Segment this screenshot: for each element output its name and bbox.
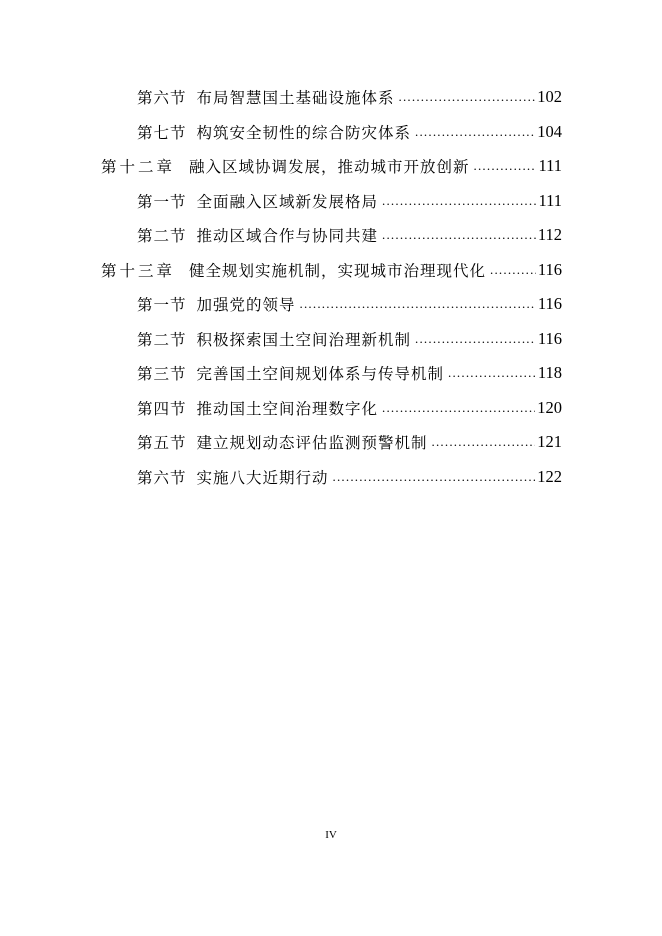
toc-entry-title: 建立规划动态评估监测预警机制	[196, 434, 428, 452]
toc-entry-page: 111	[538, 190, 562, 210]
toc-entry-title: 积极探索国土空间治理新机制	[196, 330, 412, 349]
toc-entry[interactable]	[137, 287, 562, 321]
toc-entry-page: 112	[537, 225, 562, 244]
toc-entry-number: 第三节	[137, 365, 187, 383]
toc-entry[interactable]	[137, 391, 562, 425]
toc-entry-number: 第十三章	[101, 261, 176, 280]
toc-entry[interactable]	[137, 80, 562, 114]
toc-entry-title: 推动国土空间治理数字化	[196, 399, 379, 418]
toc-entry-title: 加强党的领导	[196, 296, 296, 314]
toc-entry-number: 第七节	[137, 123, 187, 142]
toc-entry-title: 实施八大近期行动	[196, 468, 329, 487]
toc-entry-title: 构筑安全韧性的综合防灾体系	[196, 123, 412, 142]
toc-entry[interactable]	[137, 115, 562, 149]
toc-entry-page: 122	[537, 466, 562, 486]
dot-leader	[432, 434, 536, 450]
toc-entry-number: 第六节	[137, 89, 187, 107]
footer-page-number: IV	[325, 829, 337, 841]
page-footer	[0, 829, 662, 841]
toc-entry[interactable]	[137, 460, 562, 494]
toc-entry-page: 116	[537, 328, 562, 348]
toc-entry-title: 健全规划实施机制，实现城市治理现代化	[189, 261, 487, 280]
dot-leader	[399, 89, 536, 105]
toc-entry-number: 第四节	[137, 399, 187, 418]
toc-entry[interactable]	[101, 149, 562, 183]
dot-leader	[490, 262, 536, 278]
toc-entry-page: 121	[537, 432, 562, 451]
toc-entry[interactable]	[137, 218, 562, 252]
toc-entry-page: 118	[537, 363, 562, 382]
toc-entry-number: 第五节	[137, 434, 187, 452]
toc-entry-number: 第一节	[137, 192, 187, 211]
toc-entry-number: 第六节	[137, 468, 187, 487]
toc-entry-title: 推动区域合作与协同共建	[196, 227, 379, 245]
toc-entry-number: 第十二章	[101, 158, 176, 176]
toc-entry[interactable]	[137, 322, 562, 356]
dot-leader	[300, 296, 536, 312]
dot-leader	[448, 365, 536, 381]
toc-entry-page: 116	[537, 259, 562, 279]
dot-leader	[415, 124, 535, 140]
dot-leader	[382, 193, 536, 209]
dot-leader	[415, 331, 536, 347]
toc-entry-title: 融入区域协调发展，推动城市开放创新	[189, 158, 470, 176]
dot-leader	[474, 158, 537, 174]
dot-leader	[382, 227, 536, 243]
toc-entry[interactable]	[137, 425, 562, 459]
toc-entry-page: 111	[538, 156, 562, 175]
toc-entry[interactable]	[137, 356, 562, 390]
toc-entry[interactable]	[137, 184, 562, 218]
toc-entry-title: 完善国土空间规划体系与传导机制	[196, 365, 445, 383]
toc-entry-page: 120	[537, 397, 562, 417]
toc-entry-title: 布局智慧国土基础设施体系	[196, 89, 395, 107]
toc-entry-page: 102	[537, 87, 562, 106]
toc-entry[interactable]	[101, 253, 562, 287]
toc-entry-number: 第二节	[137, 227, 187, 245]
toc-entry-number: 第一节	[137, 296, 187, 314]
dot-leader	[382, 400, 535, 416]
dot-leader	[333, 469, 536, 485]
toc-entry-page: 104	[537, 121, 562, 141]
toc-entry-title: 全面融入区域新发展格局	[196, 192, 379, 211]
toc-entry-page: 116	[537, 294, 562, 313]
toc-entry-number: 第二节	[137, 330, 187, 349]
